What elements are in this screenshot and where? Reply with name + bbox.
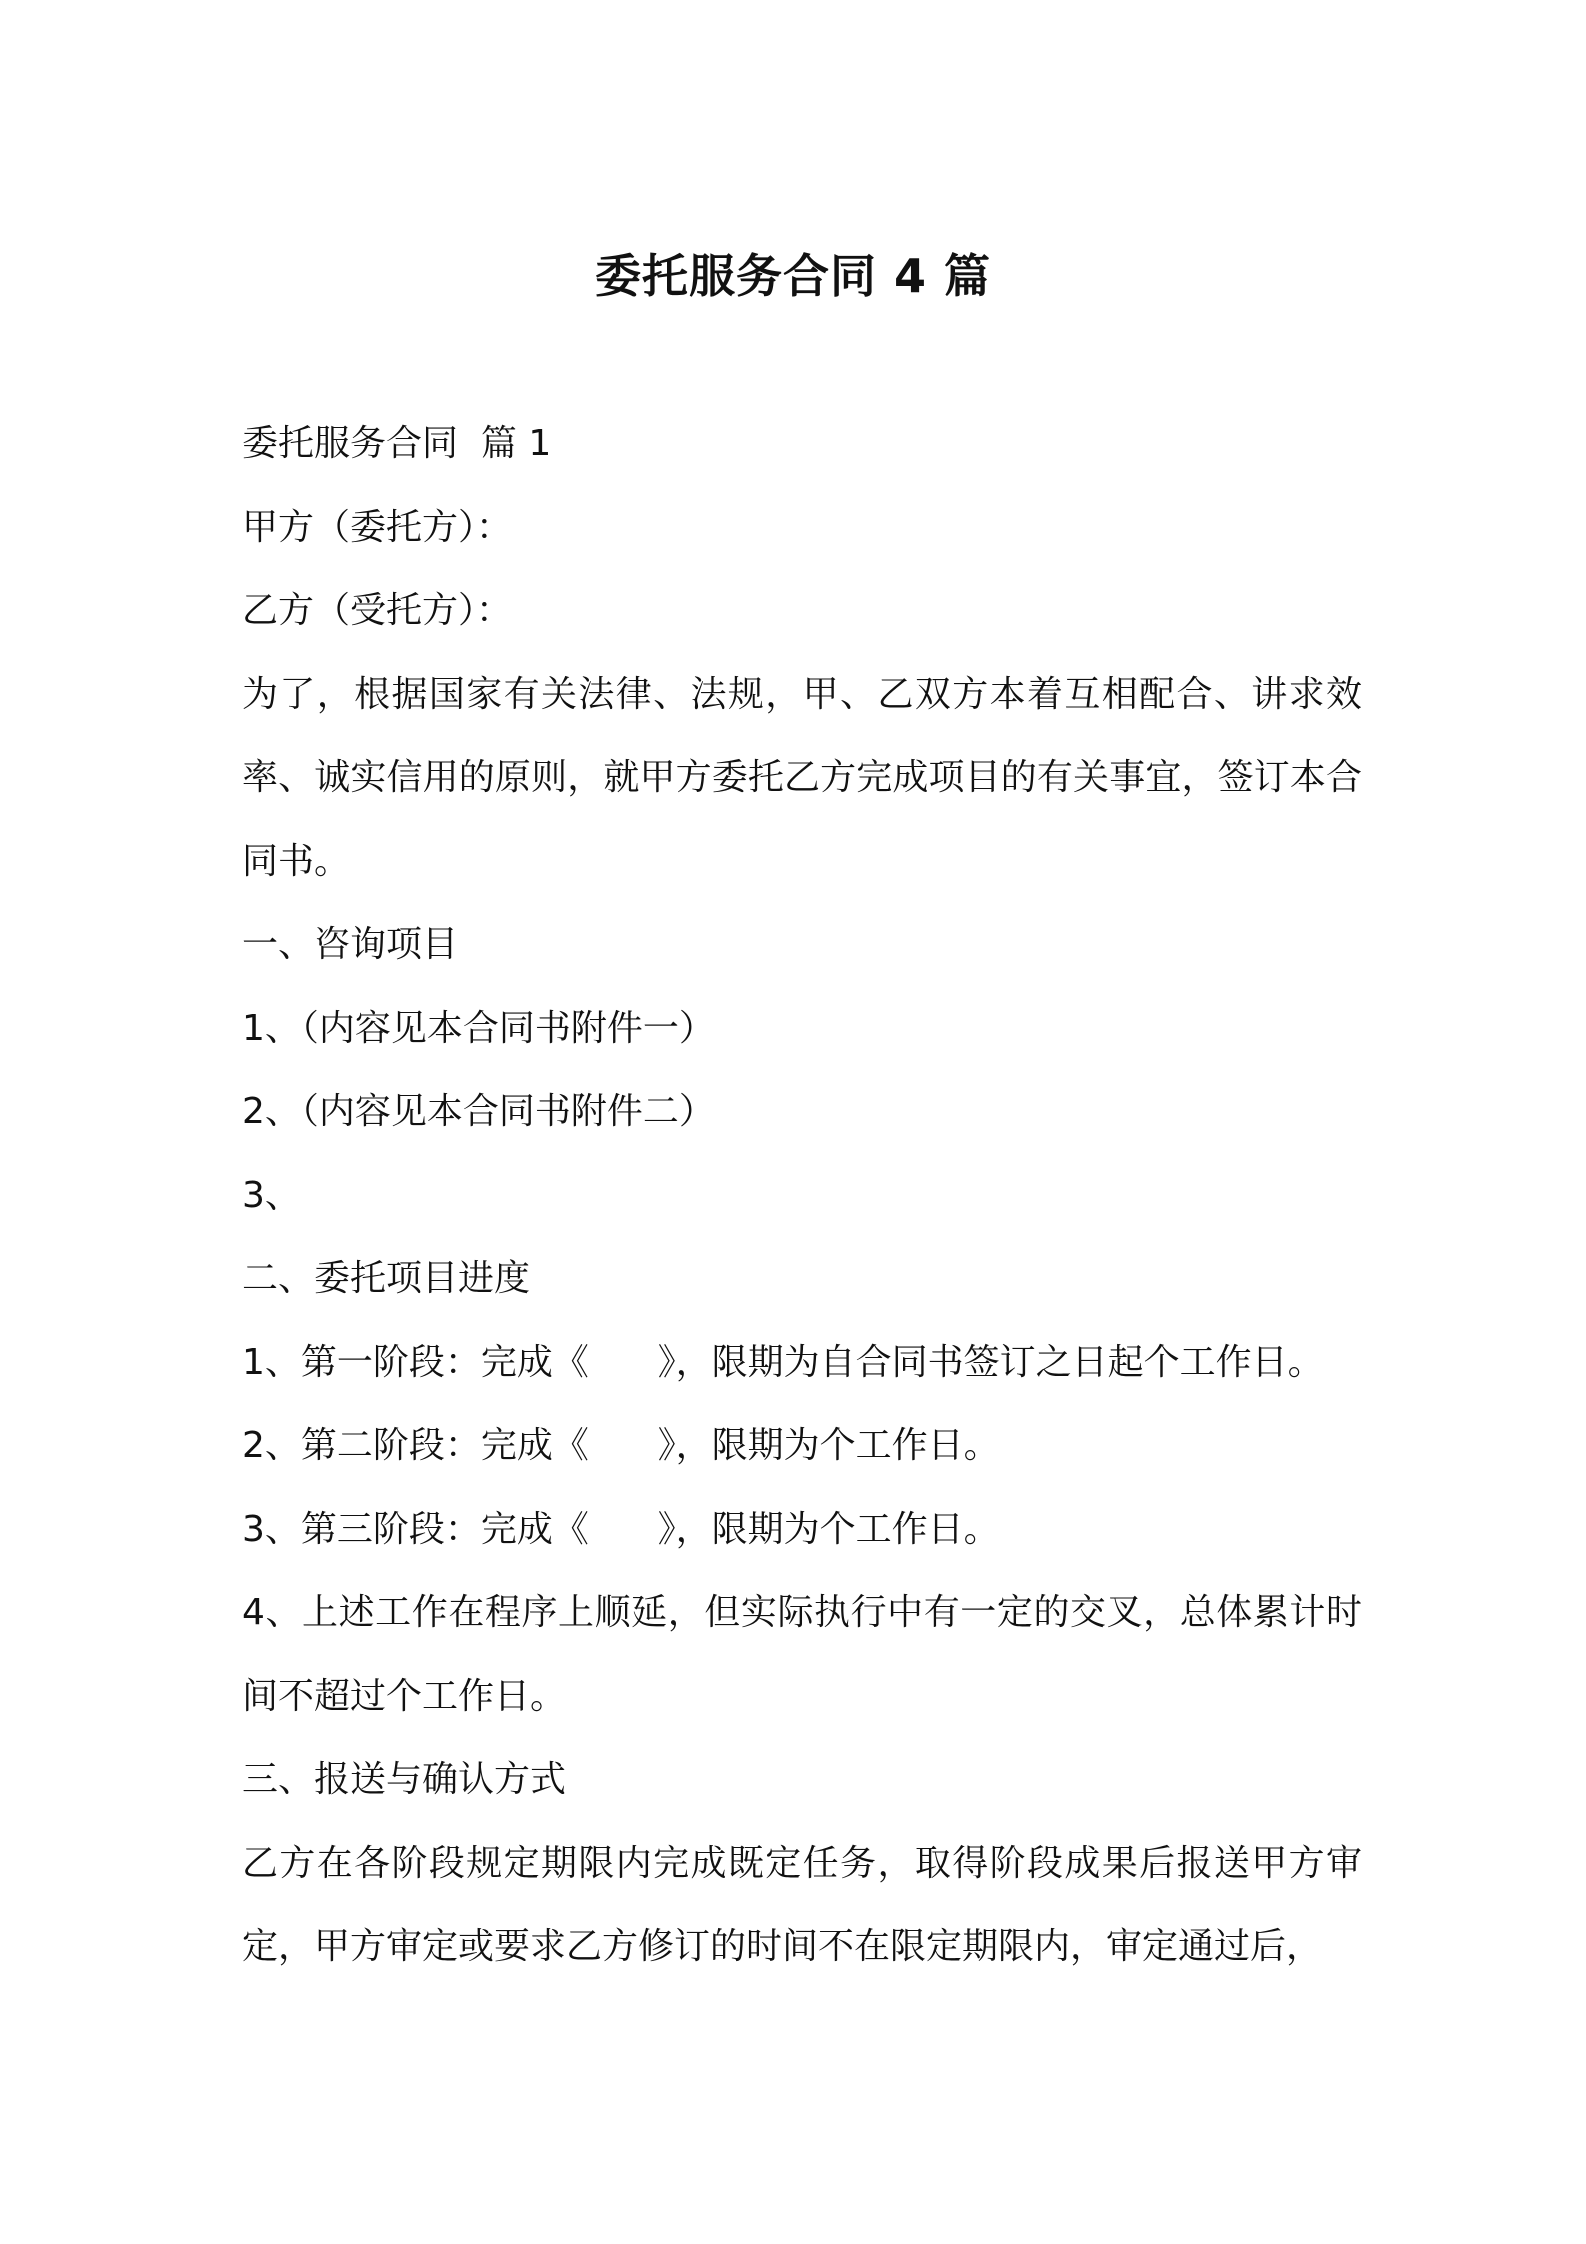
clause-item: 3、第三阶段：完成《 》，限期为个工作日。 <box>242 1508 1000 1550</box>
clause-paragraph: 乙方在各阶段规定期限内完成既定任务，取得阶段成果后报送甲方审定，甲方审定或要求乙方修订的时间不在限定期限内，审定通过后， <box>242 1842 1362 1967</box>
document-title: 委托服务合同 4 篇 <box>594 248 992 303</box>
clause-heading: 三、报送与确认方式 <box>242 1759 567 1800</box>
clause-item: 3、 <box>242 1174 301 1216</box>
clause-heading: 一、咨询项目 <box>242 924 459 965</box>
clause-item: 2、（内容见本合同书附件二） <box>242 1091 715 1132</box>
preamble-paragraph: 为了，根据国家有关法律、法规，甲、乙双方本着互相配合、讲求效率、诚实信用的原则，就甲方委托乙方完成项目的有关事宜，签订本合同书。 <box>242 673 1362 882</box>
clause-heading: 二、委托项目进度 <box>242 1258 531 1299</box>
document-body <box>242 402 1362 1989</box>
clause-item: 4、上述工作在程序上顺延，但实际执行中有一定的交叉，总体累计时间不超过个工作日。 <box>242 1592 1362 1717</box>
section-heading: 委托服务合同 篇 1 <box>242 423 552 464</box>
party-a-line: 甲方（委托方）： <box>242 506 513 548</box>
clause-item: 1、（内容见本合同书附件一） <box>242 1007 715 1049</box>
clause-item: 2、第二阶段：完成《 》，限期为个工作日。 <box>242 1425 1000 1466</box>
clause-item: 1、第一阶段：完成《 》，限期为自合同书签订之日起个工作日。 <box>242 1341 1324 1383</box>
party-b-line: 乙方（受托方）： <box>242 590 513 631</box>
